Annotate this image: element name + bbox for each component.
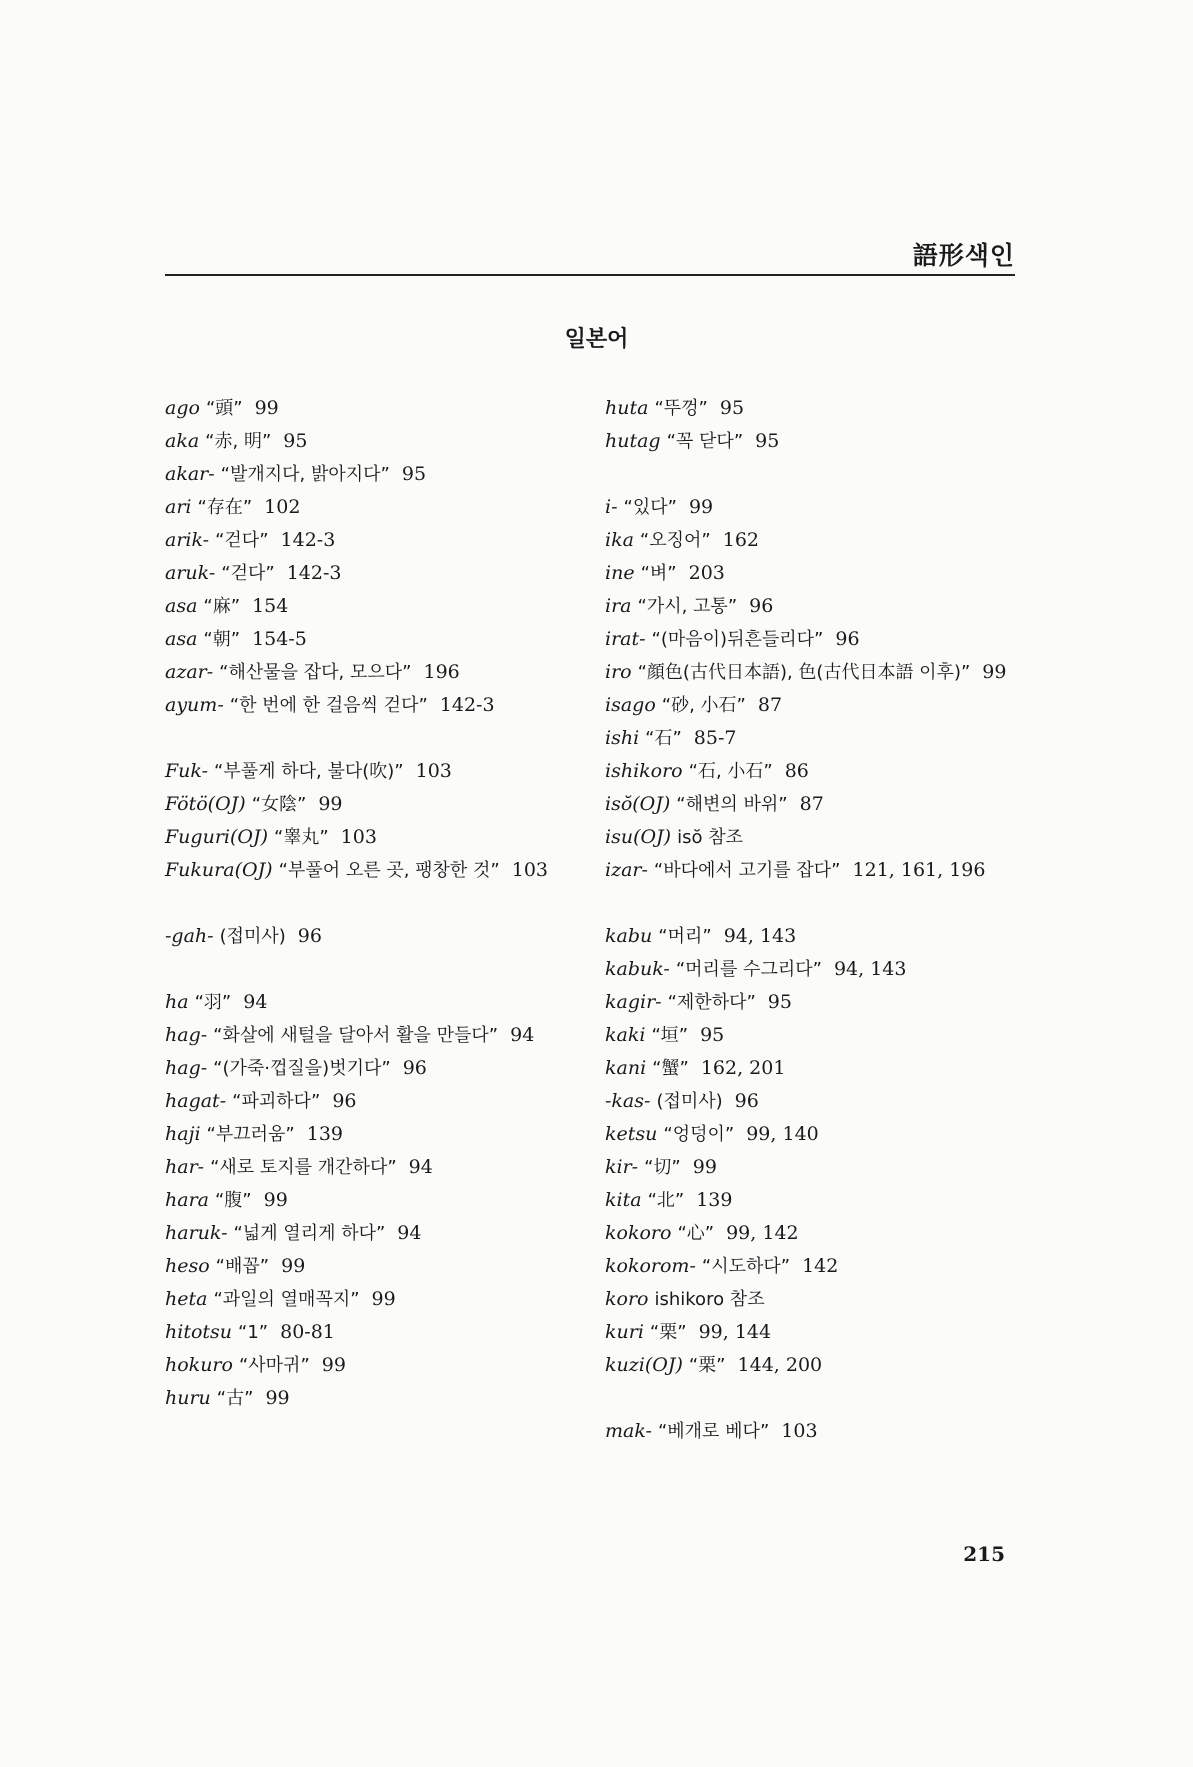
entry-gloss: “古”: [216, 1388, 254, 1409]
entry-gloss: “바다에서 고기를 잡다”: [653, 860, 841, 881]
entry-gloss: “垣”: [651, 1025, 689, 1046]
entry-gloss: “蟹”: [652, 1058, 689, 1079]
entry-headword: Fukura(OJ): [165, 859, 273, 881]
entry-gloss: isŏ 참조: [677, 827, 743, 848]
index-entry: [605, 821, 1020, 854]
entry-gloss: “腹”: [214, 1190, 252, 1211]
entry-headword: isu(OJ): [605, 826, 672, 848]
entry-headword: haruk-: [165, 1222, 228, 1244]
entry-gloss: “걷다”: [215, 530, 269, 551]
entry-headword: isago: [605, 694, 656, 716]
index-entry: [605, 1316, 1020, 1349]
running-head-title: 語形색인: [912, 241, 1015, 270]
entry-page-ref: 87: [757, 694, 783, 716]
index-entry: [605, 623, 1020, 656]
index-entry: [605, 854, 1020, 887]
entry-headword: heso: [165, 1255, 210, 1277]
entry-headword: ine: [605, 562, 635, 584]
entry-headword: kabu: [605, 925, 653, 947]
index-entry: [605, 689, 1020, 722]
index-entry: [165, 986, 585, 1019]
entry-headword: huru: [165, 1387, 211, 1409]
entry-headword: ketsu: [605, 1123, 658, 1145]
index-entry: [605, 656, 1020, 689]
index-entry: [165, 755, 585, 788]
header-rule: [165, 274, 1015, 276]
entry-gloss: “뚜껑”: [654, 398, 708, 419]
index-entry: [605, 986, 1020, 1019]
entry-gloss: “北”: [647, 1190, 685, 1211]
entry-group-gap: [605, 1382, 1020, 1415]
entry-headword: hitotsu: [165, 1321, 233, 1343]
entry-page-ref: 99: [692, 1156, 717, 1178]
section-title: 일본어: [564, 327, 629, 352]
entry-gloss: “배꼽”: [215, 1256, 270, 1277]
entry-headword: kabuk-: [605, 958, 670, 980]
index-entry: [605, 1151, 1020, 1184]
entry-page-ref: 99: [688, 496, 714, 518]
entry-gloss: (접미사): [219, 926, 286, 947]
entry-page-ref: 121, 161, 196: [852, 859, 986, 881]
entry-gloss: “羽”: [194, 992, 232, 1013]
index-entry: [605, 920, 1020, 953]
entry-headword: kokoro: [605, 1222, 672, 1244]
index-entry: [605, 1250, 1020, 1283]
index-entry: [605, 953, 1020, 986]
entry-headword: i-: [605, 496, 618, 518]
entry-gloss: “해산물을 잡다, 모으다”: [219, 662, 412, 683]
index-entry: [165, 1052, 585, 1085]
entry-headword: kir-: [605, 1156, 639, 1178]
entry-gloss: “切”: [644, 1157, 681, 1178]
entry-page-ref: 162: [722, 529, 760, 551]
entry-headword: Fuguri(OJ): [165, 826, 268, 848]
entry-page-ref: 96: [835, 628, 860, 650]
entry-gloss: (접미사): [656, 1091, 723, 1112]
entry-page-ref: 95: [700, 1024, 725, 1046]
entry-headword: ari: [165, 496, 192, 518]
entry-headword: kani: [605, 1057, 647, 1079]
entry-gloss: “栗”: [688, 1355, 726, 1376]
entry-headword: hokuro: [165, 1354, 233, 1376]
entry-page-ref: 154: [252, 595, 289, 617]
entry-page-ref: 99, 142: [726, 1222, 799, 1244]
entry-headword: aka: [165, 430, 200, 452]
index-entry: [605, 755, 1020, 788]
entry-headword: Fötö(OJ): [165, 793, 246, 815]
index-entry: [165, 1019, 585, 1052]
entry-gloss: “엉덩이”: [663, 1124, 735, 1145]
entry-gloss: “石, 小石”: [688, 761, 773, 782]
entry-headword: mak-: [605, 1420, 652, 1442]
entry-page-ref: 142: [802, 1255, 839, 1277]
entry-headword: hutag: [605, 430, 661, 452]
index-entry: [165, 821, 585, 854]
entry-page-ref: 95: [767, 991, 792, 1013]
entry-page-ref: 99: [371, 1288, 396, 1310]
entry-gloss: “女陰”: [251, 794, 307, 815]
entry-page-ref: 103: [511, 859, 549, 881]
index-entry: [605, 1052, 1020, 1085]
entry-page-ref: 142-3: [280, 529, 336, 551]
index-entry: [165, 524, 585, 557]
entry-gloss: “부풀어 오른 곳, 팽창한 것”: [278, 860, 500, 881]
index-entry: [165, 1085, 585, 1118]
entry-group-gap: [165, 722, 585, 755]
entry-page-ref: 139: [306, 1123, 344, 1145]
index-column-right: [605, 392, 1020, 1448]
entry-page-ref: 95: [719, 397, 745, 419]
index-entry: [165, 425, 585, 458]
entry-headword: ishikoro: [605, 760, 683, 782]
index-entry: [165, 1382, 585, 1415]
entry-gloss: “과일의 열매꼭지”: [213, 1289, 360, 1310]
entry-headword: hagat-: [165, 1090, 227, 1112]
entry-page-ref: 94: [510, 1024, 535, 1046]
entry-gloss: “사마귀”: [238, 1355, 310, 1376]
entry-page-ref: 96: [332, 1090, 357, 1112]
entry-gloss: “(가죽·껍질을)벗기다”: [213, 1058, 391, 1079]
entry-headword: Fuk-: [165, 760, 209, 782]
index-column-left: [165, 392, 585, 1415]
index-entry: [165, 1250, 585, 1283]
entry-gloss: “顔色(古代日本語), 色(古代日本語 이후)”: [637, 662, 971, 683]
entry-headword: asa: [165, 628, 198, 650]
entry-page-ref: 139: [696, 1189, 733, 1211]
entry-gloss: “朝”: [203, 629, 241, 650]
index-entry: [165, 689, 585, 722]
entry-headword: kuzi(OJ): [605, 1354, 683, 1376]
entry-headword: hara: [165, 1189, 209, 1211]
entry-headword: -kas-: [605, 1090, 651, 1112]
entry-gloss: “栗”: [649, 1322, 687, 1343]
entry-headword: isŏ(OJ): [605, 793, 671, 815]
index-entry: [605, 1217, 1020, 1250]
entry-gloss: “발개지다, 밝아지다”: [220, 464, 390, 485]
entry-headword: aruk-: [165, 562, 216, 584]
entry-headword: haji: [165, 1123, 201, 1145]
entry-gloss: “存在”: [197, 497, 253, 518]
entry-gloss: “꼭 닫다”: [666, 431, 744, 452]
index-entry: [165, 1118, 585, 1151]
entry-page-ref: 96: [297, 925, 322, 947]
entry-page-ref: 142-3: [286, 562, 342, 584]
index-entry: [165, 557, 585, 590]
index-entry: [605, 788, 1020, 821]
entry-headword: arik-: [165, 529, 210, 551]
entry-page-ref: 99: [263, 1189, 288, 1211]
index-entry: [605, 1184, 1020, 1217]
index-entry: [165, 623, 585, 656]
index-entry: [165, 590, 585, 623]
index-entry: [165, 392, 585, 425]
entry-gloss: “있다”: [623, 497, 677, 518]
entry-headword: iro: [605, 661, 632, 683]
index-entry: [165, 656, 585, 689]
entry-gloss: “石”: [645, 728, 682, 749]
entry-gloss: “心”: [677, 1223, 715, 1244]
entry-gloss: “(마음이)뒤흔들리다”: [651, 629, 824, 650]
entry-gloss: “화살에 새털을 달아서 활을 만들다”: [213, 1025, 499, 1046]
entry-page-ref: 95: [283, 430, 308, 452]
entry-gloss: “한 번에 한 걸음씩 걷다”: [229, 695, 428, 716]
entry-page-ref: 99: [281, 1255, 306, 1277]
entry-headword: kita: [605, 1189, 642, 1211]
entry-gloss: “베개로 베다”: [657, 1421, 770, 1442]
index-entry: [605, 524, 1020, 557]
entry-page-ref: 95: [401, 463, 427, 485]
index-entry: [165, 1349, 585, 1382]
entry-headword: azar-: [165, 661, 214, 683]
entry-gloss: “머리”: [658, 926, 712, 947]
entry-page-ref: 196: [423, 661, 460, 683]
entry-headword: akar-: [165, 463, 215, 485]
index-entry: [605, 722, 1020, 755]
entry-page-ref: 94: [243, 991, 268, 1013]
entry-headword: ago: [165, 397, 200, 419]
entry-page-ref: 154-5: [252, 628, 307, 650]
entry-gloss: “벼”: [640, 563, 677, 584]
index-entry: [165, 491, 585, 524]
entry-page-ref: 99, 140: [746, 1123, 819, 1145]
entry-group-gap: [165, 953, 585, 986]
entry-page-ref: 99: [321, 1354, 346, 1376]
index-entry: [605, 1019, 1020, 1052]
index-entry: [165, 788, 585, 821]
index-entry: [605, 1415, 1020, 1448]
entry-group-gap: [165, 887, 585, 920]
entry-page-ref: 80-81: [280, 1321, 335, 1343]
entry-gloss: “가시, 고통”: [637, 596, 738, 617]
index-entry: [605, 1349, 1020, 1382]
index-entry: [165, 1184, 585, 1217]
entry-page-ref: 99: [982, 661, 1007, 683]
entry-headword: ira: [605, 595, 632, 617]
entry-headword: kagir-: [605, 991, 662, 1013]
entry-gloss: “麻”: [203, 596, 241, 617]
entry-page-ref: 203: [688, 562, 725, 584]
entry-page-ref: 99: [318, 793, 343, 815]
entry-headword: hag-: [165, 1024, 208, 1046]
entry-page-ref: 99: [265, 1387, 290, 1409]
entry-page-ref: 94, 143: [833, 958, 907, 980]
index-entry: [165, 1217, 585, 1250]
entry-gloss: “부끄러움”: [206, 1124, 295, 1145]
entry-headword: har-: [165, 1156, 205, 1178]
entry-gloss: “睾丸”: [274, 827, 329, 848]
entry-gloss: “砂, 小石”: [661, 695, 746, 716]
entry-group-gap: [605, 458, 1020, 491]
entry-page-ref: 102: [264, 496, 301, 518]
entry-page-ref: 103: [415, 760, 452, 782]
entry-gloss: “걷다”: [221, 563, 275, 584]
entry-page-ref: 162, 201: [700, 1057, 786, 1079]
entry-gloss: “시도하다”: [701, 1256, 791, 1277]
entry-page-ref: 94: [408, 1156, 433, 1178]
entry-headword: ayum-: [165, 694, 224, 716]
entry-headword: -gah-: [165, 925, 214, 947]
entry-gloss: “머리를 수그리다”: [675, 959, 822, 980]
entry-headword: hag-: [165, 1057, 208, 1079]
entry-gloss: “頭”: [205, 398, 243, 419]
index-entry: [605, 557, 1020, 590]
entry-page-ref: 87: [799, 793, 824, 815]
entry-gloss: ishikoro 참조: [654, 1289, 765, 1310]
entry-gloss: “새로 토지를 개간하다”: [210, 1157, 397, 1178]
index-entry: [605, 590, 1020, 623]
entry-gloss: “해변의 바위”: [676, 794, 788, 815]
entry-page-ref: 96: [734, 1090, 759, 1112]
entry-page-ref: 94: [397, 1222, 422, 1244]
entry-page-ref: 103: [340, 826, 377, 848]
index-entry: [605, 1118, 1020, 1151]
entry-headword: kokorom-: [605, 1255, 696, 1277]
entry-page-ref: 96: [402, 1057, 427, 1079]
index-entry: [165, 458, 585, 491]
entry-gloss: “부풀게 하다, 불다(吹)”: [214, 761, 404, 782]
entry-headword: huta: [605, 397, 649, 419]
entry-headword: ha: [165, 991, 189, 1013]
index-entry: [605, 1283, 1020, 1316]
entry-gloss: “제한하다”: [667, 992, 756, 1013]
entry-page-ref: 103: [781, 1420, 818, 1442]
entry-page-ref: 85-7: [693, 727, 737, 749]
entry-headword: ishi: [605, 727, 640, 749]
entry-page-ref: 86: [784, 760, 809, 782]
entry-headword: kuri: [605, 1321, 644, 1343]
entry-gloss: “오징어”: [639, 530, 711, 551]
entry-gloss: “넓게 열리게 하다”: [233, 1223, 386, 1244]
index-entry: [165, 920, 585, 953]
entry-gloss: “赤, 明”: [205, 431, 272, 452]
index-entry: [165, 1151, 585, 1184]
entry-headword: asa: [165, 595, 198, 617]
entry-headword: koro: [605, 1288, 649, 1310]
entry-page-ref: 99, 144: [698, 1321, 772, 1343]
entry-headword: ika: [605, 529, 634, 551]
entry-gloss: “1”: [238, 1322, 269, 1343]
entry-group-gap: [605, 887, 1020, 920]
index-entry: [605, 392, 1020, 425]
entry-page-ref: 95: [755, 430, 780, 452]
index-entry: [165, 854, 585, 887]
index-entry: [165, 1316, 585, 1349]
entry-headword: heta: [165, 1288, 208, 1310]
index-entry: [605, 1085, 1020, 1118]
entry-page-ref: 142-3: [439, 694, 495, 716]
entry-gloss: “파괴하다”: [232, 1091, 321, 1112]
entry-headword: irat-: [605, 628, 646, 650]
entry-page-ref: 96: [749, 595, 774, 617]
entry-page-ref: 94, 143: [723, 925, 797, 947]
entry-page-ref: 144, 200: [737, 1354, 823, 1376]
entry-headword: izar-: [605, 859, 648, 881]
entry-headword: kaki: [605, 1024, 646, 1046]
page-number: 215: [963, 1542, 1005, 1566]
index-entry: [605, 491, 1020, 524]
index-entry: [165, 1283, 585, 1316]
index-entry: [605, 425, 1020, 458]
entry-page-ref: 99: [254, 397, 279, 419]
